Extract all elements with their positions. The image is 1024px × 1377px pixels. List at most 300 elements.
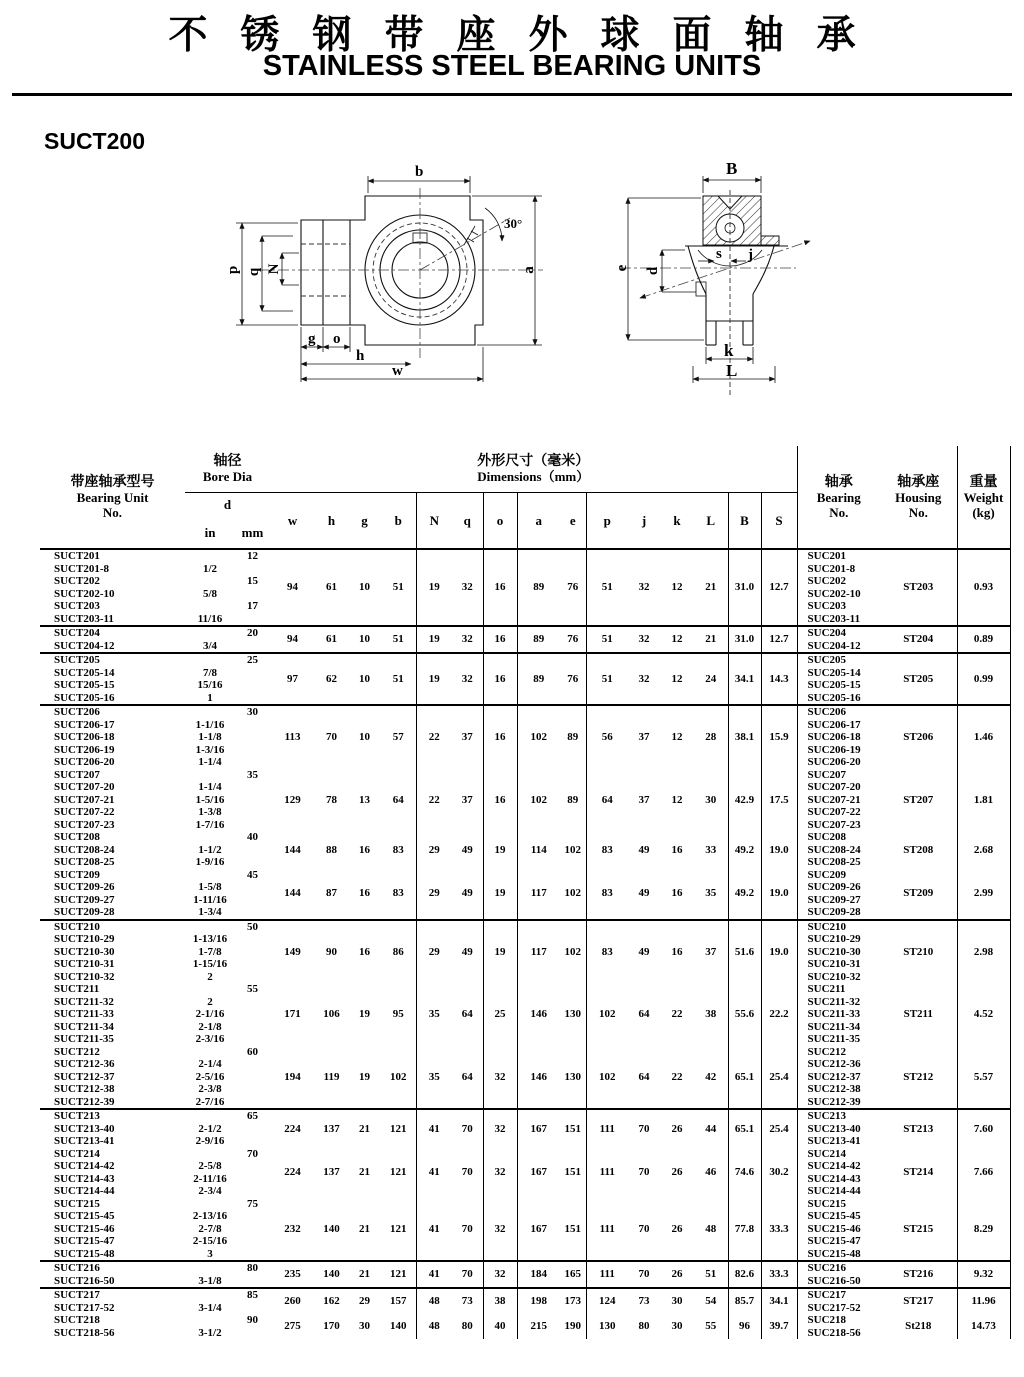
cell-bore-in	[185, 1198, 235, 1211]
cell-dim-a: 167	[517, 1109, 560, 1148]
cell-dim-k: 16	[671, 945, 683, 958]
cell-dim-N: 48	[416, 1288, 452, 1314]
cell-dim-o: 25	[483, 983, 517, 1046]
cell-dim-j: 70	[628, 1261, 660, 1288]
cell-bearing-no: SUC211	[797, 983, 880, 996]
cell-bore-mm	[235, 744, 270, 757]
cell-bore-in: 5/8	[202, 587, 218, 600]
cell-bearing-no: SUC201	[797, 549, 880, 563]
cell-dim-a: 167	[517, 1198, 560, 1262]
cell-bearing-no: SUC207-22	[797, 806, 880, 819]
cell-bore-mm	[235, 1008, 270, 1021]
cell-dim-h: 106	[323, 1008, 340, 1020]
cell-bearing-no: SUC212	[797, 1046, 880, 1059]
cell-weight: 2.99	[957, 869, 1010, 920]
cell-bearing-no: SUC208-25	[797, 856, 880, 869]
cell-bore-mm	[235, 856, 270, 869]
cell-bearing-no: SUC218-56	[797, 1327, 880, 1340]
cell-dim-e: 190	[564, 1320, 582, 1333]
cell-dim-a: 114	[517, 831, 560, 869]
cell-bore-in: 2-1/4	[198, 1058, 222, 1070]
cell-dim-a: 117	[517, 869, 560, 920]
col-header-housing-no-en: Housing	[895, 489, 942, 505]
col-header-d: d	[223, 496, 232, 512]
cell-bearing-unit-no: SUCT202	[54, 575, 100, 587]
cell-dim-q: 37	[461, 793, 473, 806]
cell-bore-mm: 85	[247, 1289, 258, 1301]
cell-bearing-unit-no: SUCT205-16	[40, 692, 185, 706]
cell-bearing-unit-no: SUCT204	[54, 627, 100, 639]
table-row	[40, 983, 1010, 996]
cell-bearing-no: SUC214-42	[797, 1160, 880, 1173]
cell-bore-in: 2	[207, 995, 213, 1008]
col-header-housing-no	[880, 446, 957, 549]
cell-dim-B: 85.7	[728, 1288, 761, 1314]
col-header-housing-no-cn: 轴承座	[897, 474, 940, 490]
cell-dim-g: 10	[359, 731, 371, 743]
cell-dim-N: 41	[416, 1148, 452, 1198]
cell-bearing-unit-no: SUCT217	[54, 1289, 100, 1301]
col-header-dims-cn: 外形尺寸（毫米）	[477, 453, 590, 469]
cell-dim-j: 64	[638, 1008, 650, 1020]
cell-dim-L: 28	[705, 731, 717, 743]
cell-dim-b: 57	[392, 731, 404, 743]
cell-bore-mm	[235, 971, 270, 984]
cell-bore-in	[185, 869, 235, 882]
cell-dim-k: 26	[660, 1198, 694, 1262]
cell-dim-a: 184	[517, 1261, 560, 1288]
cell-dim-o: 32	[483, 1109, 517, 1148]
dim-label-b: b	[415, 164, 424, 180]
cell-dim-h: 119	[315, 1046, 348, 1110]
col-header-w: w	[270, 492, 315, 549]
cell-dim-S: 39.7	[761, 1314, 797, 1339]
col-header-L: L	[694, 492, 728, 549]
cell-dim-g: 13	[359, 793, 371, 806]
cell-dim-q: 32	[452, 653, 483, 705]
cell-bearing-no: SUC201-8	[797, 563, 880, 576]
cell-dim-p: 83	[586, 920, 628, 984]
cell-dim-h: 61	[315, 626, 348, 653]
cell-dim-p: 111	[586, 1109, 628, 1148]
cell-bearing-no: SUC206-18	[797, 731, 880, 744]
cell-bore-in: 3-1/8	[185, 1275, 235, 1289]
cell-bore-mm	[235, 588, 270, 601]
cell-dim-e: 89	[567, 731, 579, 743]
page-title-cn: 不锈钢带座外球面轴承	[168, 14, 889, 57]
col-header-bearing-no-en: Bearing	[816, 489, 861, 505]
dim-label-angle: 30°	[504, 216, 523, 231]
cell-dim-h: 170	[323, 1320, 340, 1333]
cell-dim-e: 89	[567, 793, 579, 806]
cell-dim-N: 29	[416, 920, 452, 984]
cell-dim-g: 30	[359, 1320, 371, 1333]
cell-dim-a: 102	[517, 705, 560, 769]
cell-weight: 5.57	[957, 1046, 1010, 1110]
cell-bore-mm: 30	[247, 706, 258, 718]
cell-dim-B: 42.9	[728, 769, 761, 832]
cell-dim-g: 29	[359, 1295, 371, 1308]
cell-dim-b: 64	[392, 793, 404, 806]
cell-dim-B: 49.2	[728, 831, 761, 869]
cell-dim-N: 29	[416, 831, 452, 869]
cell-bearing-no: SUC207	[797, 769, 880, 782]
cell-dim-N: 19	[416, 626, 452, 653]
cell-dim-S: 15.9	[761, 705, 797, 769]
cell-dim-b: 51	[381, 549, 416, 626]
cell-dim-B: 38.1	[728, 705, 761, 769]
cell-dim-e: 102	[560, 869, 586, 920]
cell-dim-o: 16	[483, 705, 517, 769]
cell-bearing-no: SUC207-21	[797, 794, 880, 807]
cell-bearing-unit-no: SUCT206-20	[54, 756, 115, 768]
cell-bearing-unit-no: SUCT215	[54, 1197, 100, 1210]
cell-bearing-unit-no: SUCT217-52	[54, 1301, 115, 1314]
cell-dim-k: 12	[671, 793, 683, 806]
cell-bearing-unit-no: SUCT211-34	[54, 1020, 114, 1033]
cell-dim-w: 97	[270, 653, 315, 705]
cell-housing-no: ST207	[903, 793, 934, 806]
cell-bore-mm	[235, 679, 270, 692]
cell-bearing-no: SUC213-40	[797, 1123, 880, 1136]
cell-dim-L: 30	[705, 793, 717, 806]
cell-dim-j: 37	[638, 793, 650, 806]
cell-housing-no: ST212	[880, 1046, 957, 1110]
cell-bearing-unit-no: SUCT207	[54, 768, 100, 781]
dim-label-q: q	[246, 267, 262, 277]
cell-bearing-unit-no: SUCT210-30	[54, 945, 115, 958]
cell-dim-q: 73	[461, 1295, 473, 1308]
cell-dim-k: 26	[660, 1261, 694, 1288]
table-row	[40, 1148, 1010, 1161]
cell-dim-w: 194	[270, 1046, 315, 1110]
cell-bore-in: 2-5/8	[198, 1160, 222, 1172]
cell-bearing-no: SUC215-48	[797, 1248, 880, 1262]
cell-dim-q: 32	[452, 626, 483, 653]
cell-bearing-no: SUC205-16	[797, 692, 880, 706]
cell-bore-mm: 60	[247, 1045, 258, 1058]
cell-bore-in	[185, 1288, 235, 1302]
cell-dim-e: 130	[564, 1008, 582, 1020]
col-header-b: b	[381, 492, 416, 549]
cell-dim-b: 121	[390, 1166, 407, 1179]
cell-dim-B: 49.2	[728, 869, 761, 920]
cell-dim-b: 51	[381, 626, 416, 653]
cell-bore-in	[185, 1261, 235, 1275]
cell-bore-in: 7/8	[202, 666, 218, 679]
cell-housing-no: ST205	[880, 653, 957, 705]
cell-bore-in	[185, 653, 235, 667]
col-header-dims-en: Dimensions（mm）	[477, 468, 590, 484]
cell-dim-S: 25.4	[761, 1046, 797, 1110]
cell-bearing-no: SUC217-52	[797, 1302, 880, 1315]
col-header-dimensions	[270, 446, 797, 492]
cell-weight: 2.68	[957, 831, 1010, 869]
cell-bore-mm	[235, 794, 270, 807]
cell-dim-L: 48	[694, 1198, 728, 1262]
cell-dim-j: 70	[638, 1122, 650, 1135]
cell-dim-S: 33.3	[761, 1198, 797, 1262]
cell-dim-p: 64	[586, 769, 628, 832]
cell-dim-N: 19	[416, 653, 452, 705]
cell-bearing-unit-no: SUCT208	[54, 831, 100, 843]
cell-bore-in: 15/16	[197, 679, 223, 691]
cell-bore-in: 2-1/16	[195, 1008, 225, 1020]
cell-bearing-no: SUC212-38	[797, 1083, 880, 1096]
table-row	[40, 1288, 1010, 1302]
cell-dim-N: 48	[416, 1314, 452, 1339]
cell-dim-o: 40	[483, 1314, 517, 1339]
cell-dim-k: 12	[671, 731, 683, 743]
cell-bearing-no: SUC202-10	[797, 588, 880, 601]
cell-bearing-unit-no: SUCT215-46	[54, 1222, 115, 1235]
cell-dim-N: 41	[416, 1109, 452, 1148]
cell-weight: 1.46	[957, 705, 1010, 769]
cell-bore-mm	[235, 563, 270, 576]
cell-dim-p: 83	[586, 869, 628, 920]
cell-dim-g: 10	[348, 626, 381, 653]
cell-dim-e: 76	[560, 549, 586, 626]
cell-dim-g: 10	[348, 653, 381, 705]
col-header-N: N	[416, 492, 452, 549]
cell-dim-j: 49	[638, 945, 650, 958]
cell-dim-b: 51	[381, 653, 416, 705]
table-row	[40, 1046, 1010, 1059]
cell-dim-a: 89	[517, 626, 560, 653]
cell-bearing-unit-no: SUCT212-38	[54, 1083, 115, 1095]
col-header-bore-cn: 轴径	[213, 453, 242, 469]
cell-dim-w: 232	[270, 1198, 315, 1262]
col-header-S: S	[761, 492, 797, 549]
cell-bore-in	[185, 1314, 235, 1327]
cell-dim-q: 64	[452, 1046, 483, 1110]
cell-bearing-unit-no: SUCT206-18	[54, 731, 115, 743]
cell-dim-S: 33.3	[761, 1261, 797, 1288]
cell-dim-g: 21	[348, 1261, 381, 1288]
cell-bearing-no: SUC203	[797, 600, 880, 613]
cell-bore-in: 3/4	[185, 640, 235, 654]
cell-bearing-no: SUC209-26	[797, 881, 880, 894]
cell-dim-a: 167	[517, 1148, 560, 1198]
cell-bearing-unit-no: SUCT214-43	[54, 1172, 115, 1185]
cell-dim-b: 121	[390, 1122, 407, 1135]
cell-bore-in: 1-1/4	[198, 781, 222, 793]
cell-dim-q: 80	[461, 1320, 473, 1333]
cell-dim-N: 22	[416, 769, 452, 832]
cell-dim-j: 64	[628, 1046, 660, 1110]
cell-dim-j: 32	[628, 653, 660, 705]
cell-bore-mm: 50	[247, 920, 258, 933]
cell-dim-L: 21	[694, 626, 728, 653]
cell-dim-B: 65.1	[728, 1046, 761, 1110]
cell-dim-k: 26	[671, 1166, 683, 1179]
cell-dim-g: 16	[348, 869, 381, 920]
cell-bearing-unit-no: SUCT210-32	[54, 970, 115, 983]
cell-bearing-unit-no: SUCT211-33	[54, 1008, 114, 1020]
cell-bearing-no: SUC213-41	[797, 1135, 880, 1148]
cell-dim-N: 22	[416, 705, 452, 769]
cell-dim-w: 260	[284, 1295, 301, 1308]
dim-label-d: d	[645, 266, 661, 276]
cell-bore-mm	[235, 781, 270, 794]
cell-bearing-no: SUC206	[797, 705, 880, 719]
cell-bearing-unit-no: SUCT207-21	[54, 793, 115, 806]
cell-bore-in	[185, 549, 235, 563]
cell-bore-mm: 90	[247, 1314, 258, 1326]
cell-dim-b: 121	[381, 1261, 416, 1288]
cell-dim-b: 157	[390, 1295, 407, 1308]
cell-dim-b: 95	[392, 1008, 404, 1020]
cell-bearing-no: SUC210	[797, 920, 880, 934]
cell-bore-in: 1-3/8	[198, 806, 222, 818]
cell-dim-j: 32	[628, 626, 660, 653]
cell-dim-w: 113	[284, 731, 301, 743]
cell-bore-in	[185, 705, 235, 719]
cell-dim-N: 29	[416, 869, 452, 920]
cell-dim-q: 70	[452, 1198, 483, 1262]
cell-dim-b: 102	[381, 1046, 416, 1110]
cell-dim-p: 111	[586, 1261, 628, 1288]
cell-dim-L: 51	[694, 1261, 728, 1288]
cell-dim-p: 83	[586, 831, 628, 869]
cell-bearing-no: SUC214-43	[797, 1173, 880, 1186]
cell-dim-p: 51	[586, 653, 628, 705]
cell-dim-w: 171	[284, 1008, 301, 1020]
cell-dim-w: 144	[270, 869, 315, 920]
cell-dim-S: 30.2	[761, 1148, 797, 1198]
cell-dim-q: 37	[461, 731, 473, 743]
cell-bore-in: 2-3/8	[198, 1083, 222, 1095]
cell-bearing-unit-no: SUCT208-25	[54, 856, 115, 868]
cell-dim-o: 32	[483, 1046, 517, 1110]
cell-weight: 14.73	[957, 1314, 1010, 1339]
col-header-weight-en: Weight	[963, 489, 1004, 505]
cell-dim-e: 130	[560, 1046, 586, 1110]
cell-bearing-no: SUC206-17	[797, 719, 880, 732]
cell-dim-h: 62	[315, 653, 348, 705]
cell-dim-h: 88	[326, 843, 338, 856]
cell-dim-b: 83	[381, 869, 416, 920]
cell-dim-g: 19	[348, 1046, 381, 1110]
dim-label-h: h	[356, 348, 365, 364]
cell-bore-in: 1-7/16	[195, 818, 225, 831]
cell-dim-e: 165	[560, 1261, 586, 1288]
cell-bearing-unit-no: SUCT207-22	[54, 806, 115, 818]
cell-dim-h: 137	[323, 1166, 340, 1179]
cell-bearing-unit-no: SUCT205-15	[54, 679, 115, 691]
cell-housing-no: ST213	[903, 1122, 934, 1135]
cell-bearing-no: SUC215-46	[797, 1223, 880, 1236]
cell-bore-mm: 70	[247, 1147, 258, 1160]
cell-bearing-no: SUC214	[797, 1148, 880, 1161]
cell-dim-e: 151	[564, 1166, 582, 1179]
cell-dim-N: 41	[416, 1198, 452, 1262]
cell-dim-o: 19	[483, 831, 517, 869]
cell-dim-h: 137	[323, 1122, 340, 1135]
cell-dim-h: 140	[315, 1198, 348, 1262]
cell-bore-in: 1-1/8	[198, 731, 222, 743]
cell-bore-in: 1-11/16	[193, 893, 227, 906]
cell-bearing-no: SUC211-33	[797, 1008, 880, 1021]
cell-dim-L: 35	[694, 869, 728, 920]
cell-bearing-no: SUC216-50	[797, 1275, 880, 1289]
cell-dim-g: 21	[359, 1166, 371, 1179]
table-row	[40, 626, 1010, 640]
cell-dim-N: 35	[416, 1046, 452, 1110]
cell-bearing-no: SUC209-28	[797, 906, 880, 920]
cell-dim-q: 70	[452, 1261, 483, 1288]
cell-dim-S: 19.0	[761, 920, 797, 984]
cell-bearing-no: SUC212-39	[797, 1096, 880, 1110]
dim-label-B: B	[726, 159, 738, 178]
cell-bearing-no: SUC210-32	[797, 971, 880, 984]
cell-dim-e: 151	[564, 1122, 582, 1135]
cell-bearing-no: SUC213	[797, 1109, 880, 1123]
cell-dim-g: 16	[359, 843, 371, 856]
cell-bore-in: 1-1/4	[198, 756, 222, 768]
cell-bearing-unit-no: SUCT207-23	[54, 818, 115, 831]
dim-label-j: j	[748, 247, 753, 263]
col-header-mm: mm	[235, 516, 270, 549]
cell-bearing-unit-no: SUCT215-48	[40, 1248, 185, 1262]
cell-bearing-no: SUC206-20	[797, 756, 880, 769]
table-row	[40, 1109, 1010, 1123]
cell-bore-mm	[235, 1123, 270, 1136]
cell-bore-in: 1-3/4	[185, 906, 235, 920]
cell-bore-mm	[235, 692, 270, 706]
cell-dim-q: 49	[461, 945, 473, 958]
cell-bearing-unit-no: SUCT202-10	[54, 587, 115, 600]
cell-bore-in: 3	[185, 1248, 235, 1262]
cell-housing-no: ST203	[880, 549, 957, 626]
cell-dim-L: 24	[694, 653, 728, 705]
cell-bore-in: 2-7/8	[198, 1222, 222, 1235]
cell-dim-N: 41	[416, 1261, 452, 1288]
cell-bearing-no: SUC206-19	[797, 744, 880, 757]
col-header-B: B	[728, 492, 761, 549]
col-header-bearing-unit-no: No.	[102, 504, 123, 520]
cell-bore-mm: 15	[247, 575, 258, 587]
cell-bore-in: 2-15/16	[192, 1235, 228, 1247]
cell-bearing-unit-no: SUCT215-45	[54, 1210, 115, 1222]
cell-bearing-unit-no: SUCT203-11	[40, 613, 185, 627]
cell-bore-mm	[235, 731, 270, 744]
cell-bearing-no: SUC215	[797, 1198, 880, 1211]
cell-bore-in	[185, 831, 235, 844]
cell-dim-j: 32	[628, 549, 660, 626]
cell-bearing-unit-no: SUCT206-17	[54, 718, 115, 731]
cell-bearing-unit-no: SUCT208-24	[54, 843, 115, 856]
cell-bore-mm	[235, 806, 270, 819]
cell-dim-o: 16	[483, 549, 517, 626]
col-header-k: k	[660, 492, 694, 549]
cell-bearing-no: SUC211-35	[797, 1033, 880, 1046]
cell-bearing-unit-no: SUCT212	[54, 1045, 100, 1058]
cell-bearing-unit-no: SUCT209-28	[40, 906, 185, 920]
cell-dim-q: 49	[461, 843, 473, 856]
cell-bearing-unit-no: SUCT210-31	[54, 958, 115, 970]
cell-bore-in: 1/2	[202, 562, 218, 575]
cell-dim-j: 49	[638, 843, 650, 856]
dim-label-s: s	[716, 246, 722, 262]
cell-housing-no: ST204	[880, 626, 957, 653]
dim-label-N: N	[266, 263, 282, 275]
cell-bore-in	[185, 769, 235, 782]
cell-bore-in: 2-1/8	[198, 1020, 222, 1033]
cell-dim-e: 102	[564, 945, 582, 958]
table-row	[40, 920, 1010, 934]
table-row	[40, 705, 1010, 719]
